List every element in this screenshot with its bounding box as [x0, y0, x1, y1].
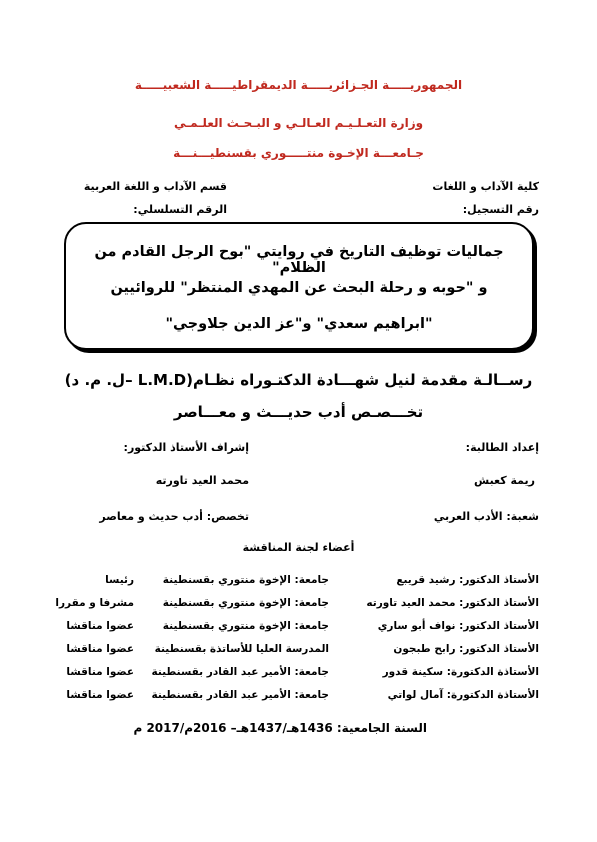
committee-member-row — [0, 597, 597, 613]
supervisor-label: إشراف الأستاذ الدكتور: — [123, 441, 249, 454]
member-name: الأستاذة الدكتورة: آمال لواتي — [387, 689, 539, 701]
member-name: الأستاذ الدكتور: نواف أبو ساري — [377, 620, 539, 632]
member-role: عضوا مناقشا — [66, 689, 134, 701]
academic-year: السنة الجامعية: 1436هـ/1437هـ– 2016م/2017 م — [133, 721, 427, 735]
member-institution: جامعة: الإخوة منتوري بقسنطينة — [162, 620, 329, 632]
member-name: الأستاذة الدكتورة: سكينة قدور — [382, 666, 539, 678]
member-role: مشرفا و مقررا — [55, 597, 134, 609]
member-name: الأستاذ الدكتور: رابح طبجون — [393, 643, 539, 655]
degree-statement: رســالـة مقدمة لنيل شهـــادة الدكتـوراه نظـام(L.M.D –ل. م. د) — [64, 371, 533, 389]
committee-member-row — [0, 620, 597, 636]
committee-heading: أعضاء لجنة المناقشة — [242, 541, 355, 554]
student-label: إعداد الطالبة: — [465, 441, 539, 454]
republic-title: الجمهوريـــــة الجـزائريـــــة الديمقراطيـــــة الشعبيـــــة — [134, 78, 463, 92]
serial-number-label: الرقم التسلسلي: — [133, 203, 227, 216]
committee-member-row — [0, 574, 597, 590]
member-institution: جامعة: الإخوة منتوري بقسنطينة — [162, 597, 329, 609]
member-institution: جامعة: الأمير عبد القادر بقسنطينة — [151, 666, 329, 678]
thesis-title-line-2: و "حوبه و رحلة البحث عن المهدي المنتظر" للروائيين — [110, 280, 488, 296]
department-label: قسم الآداب و اللغة العربية — [83, 180, 227, 193]
member-name: الأستاذ الدكتور: محمد العيد تاورته — [366, 597, 539, 609]
ministry-title: وزارة التعـلـيـم العـالـي و البـحـث العلـمـي — [173, 116, 424, 130]
thesis-title-line-1: جماليات توظيف التاريخ في روايتي "بوح الرجل القادم من الظلام" — [94, 244, 504, 276]
student-name: ريمة كعبش — [474, 474, 535, 487]
committee-member-row — [0, 666, 597, 682]
specialization-label: تخصص: أدب حديث و معاصر — [99, 510, 249, 523]
branch-label: شعبة: الأدب العربي — [433, 510, 539, 523]
committee-member-row — [0, 643, 597, 659]
thesis-title-box — [64, 222, 534, 350]
member-institution: جامعة: الإخوة منتوري بقسنطينة — [162, 574, 329, 586]
member-role: رئيسا — [105, 574, 134, 586]
university-title: جـامعـــة الإخـوة منتـــــوري بقسنطيـــنـــة — [173, 146, 424, 160]
member-role: عضوا مناقشا — [66, 643, 134, 655]
supervisor-name: محمد العيد تاورته — [155, 474, 249, 487]
member-institution: المدرسة العليا للأساتذة بقسنطينة — [154, 643, 329, 655]
member-role: عضوا مناقشا — [66, 620, 134, 632]
thesis-title-line-3: "ابراهيم سعدي" و"عز الدين جلاوجي" — [165, 316, 433, 332]
specialty-statement: تخـــصـص أدب حديـــث و معـــاصر — [173, 403, 424, 421]
member-institution: جامعة: الأمير عبد القادر بقسنطينة — [151, 689, 329, 701]
member-role: عضوا مناقشا — [66, 666, 134, 678]
member-name: الأستاذ الدكتور: رشيد قريبع — [396, 574, 539, 586]
faculty-label: كلية الآداب و اللغات — [432, 180, 539, 193]
committee-member-row — [0, 689, 597, 705]
registration-number-label: رقم التسجيل: — [462, 203, 539, 216]
